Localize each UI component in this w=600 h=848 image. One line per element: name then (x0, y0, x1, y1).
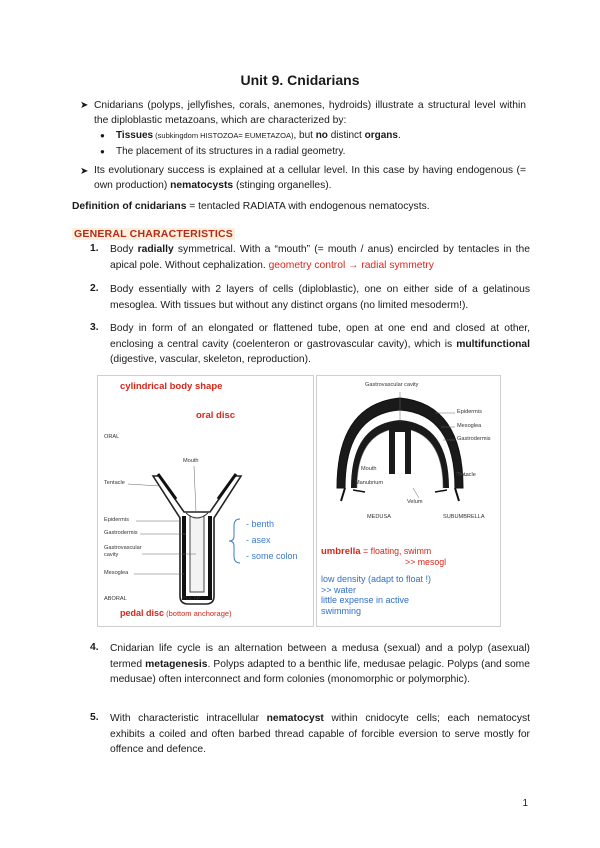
item-1-c: symmetrical. With a “mouth” (= mouth / anus) encircled by tentacles in the apical pole. Without cephalization. (110, 244, 530, 271)
polyp-figure (97, 375, 314, 627)
item-3-a: Body in form of an elongated or flattened tube, open at one end and closed at other, enclosing a central cavity (coelenteron or gastrovascular cavity), which is (110, 323, 530, 350)
note-benth: - benth (246, 519, 275, 529)
label-polyp: POLYP (182, 596, 201, 602)
bullet-2-post: (stinging organelles). (233, 179, 332, 191)
item-1-b: radially (137, 244, 174, 255)
pedal-disc-label (120, 608, 232, 618)
note-colon: - some colon (246, 551, 298, 561)
medusa-figure (316, 375, 501, 627)
item-5-a: With characteristic intracellular (110, 713, 267, 724)
note-asex: - asex (246, 535, 271, 545)
subbullet-1-small: (subkingdom HISTOZOA= EUMETAZOA) (153, 131, 294, 140)
item-4-b: metagenesis (145, 658, 208, 670)
item-3-c: (digestive, vascular, skeleton, reproduction). (110, 354, 311, 366)
medusa-velum-left (353, 490, 365, 492)
label-tentacle: Tentacle (455, 472, 476, 478)
item-3 (110, 321, 530, 368)
item-5 (110, 711, 530, 758)
note-little-expense: little expense in active (321, 595, 410, 605)
label-aboral: ABORAL (104, 596, 127, 602)
subbullet-1-bold-organs: organs (364, 130, 398, 141)
item-1-red: geometry control → radial symmetry (268, 259, 434, 271)
bullet-2-text: Its evolutionary success is explained at a cellular level. In this case by having endogenous (= own production) (94, 165, 526, 191)
bullet-dot-icon: ● (100, 147, 105, 156)
subbullet-1-end: . (397, 130, 401, 141)
label-mesoglea: Mesoglea (457, 423, 482, 429)
label-gastrodermis: Gastrodermis (457, 436, 491, 442)
page-number: 1 (522, 798, 528, 809)
umbrella-note (321, 546, 431, 557)
bullet-2-bold: nematocysts (170, 179, 234, 191)
label-gastrovascular: Gastrovascular (104, 545, 142, 551)
item-5-number: 5. (90, 712, 99, 723)
item-5-c: within cnidocyte cells; each nematocyst exhibits a coiled and often barbed thread capable of forcible eversion to serve mostly for offence and defence. (110, 713, 530, 756)
page-title: Unit 9. Cnidarians (240, 72, 360, 88)
label-mouth: Mouth (361, 466, 377, 472)
item-1 (110, 242, 530, 273)
label-mesoglea: Mesoglea (104, 570, 129, 576)
polyp-notes (246, 516, 298, 564)
mouth-leader-line (194, 466, 196, 512)
subbullet-1-mid2: distinct (327, 130, 365, 141)
medusa-velum-right (435, 490, 447, 492)
definition-text: = tentacled RADIATA with endogenous nematocysts. (186, 201, 430, 212)
pedal-disc-rest: (bottom anchorage) (164, 609, 232, 618)
subbullet-1-bold: Tissues (116, 130, 154, 141)
label-medusa: MEDUSA (367, 514, 391, 520)
subbullet-1 (116, 129, 401, 143)
label-epidermis: Epidermis (457, 409, 482, 415)
definition (72, 200, 532, 214)
medusa-tentacle-left (341, 488, 345, 501)
label-tentacle: Tentacle (104, 480, 125, 486)
label-mouth: Mouth (183, 458, 199, 464)
general-characteristics-heading: GENERAL CHARACTERISTICS (74, 228, 233, 240)
medusa-notes (321, 574, 431, 616)
item-3-b: multifunctional (456, 338, 530, 350)
item-3-number: 3. (90, 322, 99, 333)
bullet-2 (94, 164, 526, 193)
item-4 (110, 641, 530, 688)
label-oral: ORAL (104, 434, 120, 440)
label-manubrium: Manubrium (355, 480, 383, 486)
label-velum: Velum (407, 499, 423, 505)
arrow-bullet-icon: ➤ (80, 166, 89, 177)
umbrella-bold: umbrella (321, 546, 361, 557)
subbullet-2: The placement of its structures in a radial geometry. (116, 146, 346, 157)
velum-leader-line (413, 488, 419, 498)
note-swimming: swimming (321, 605, 362, 616)
item-5-b: nematocyst (266, 713, 324, 724)
bullet-1-text: Cnidarians (polyps, jellyfishes, corals, anemones, hydroids) illustrate a structural level within the diploblastic metazoans, which are characterized by: (94, 100, 526, 126)
label-gastrovascular-cavity: Gastrovascular cavity (365, 382, 419, 388)
oral-disc-label: oral disc (196, 410, 236, 421)
medusa-diagram (317, 376, 500, 536)
umbrella-rest: = floating, swimm (360, 546, 432, 556)
label-subumbrella: SUBUMBRELLA (443, 514, 485, 520)
item-4-c: . Polyps adapted to a benthic life, medusae pelagic. Polyps (and some medusae) often interconnect and form colonies (monomorphic or polymorphic). (110, 658, 530, 686)
label-gastrodermis: Gastrodermis (104, 530, 138, 536)
note-low-density: low density (adapt to float !) (321, 574, 432, 584)
item-1-a: Body (110, 244, 138, 255)
tentacle-leader-line (128, 484, 160, 486)
label-epidermis: Epidermis (104, 517, 129, 523)
arrow-bullet-icon: ➤ (80, 100, 89, 111)
umbrella-sub: >> mesogl (405, 557, 447, 567)
definition-term: Definition of cnidarians (72, 201, 187, 212)
item-4-a: Cnidarian life cycle is an alternation between a medusa (sexual) and a polyp (asexual) termed (110, 643, 530, 670)
item-1-number: 1. (90, 243, 99, 254)
subbullet-1-mid: , but (293, 130, 316, 141)
item-2: Body essentially with 2 layers of cells (diploblastic), one on either side of a gelatinous mesoglea. With tissues but without any distinct organs (no limited mesoderm!). (110, 284, 530, 311)
medusa-manubrium (389, 426, 411, 474)
note-brace (229, 519, 240, 563)
subbullet-1-bold-no: no (315, 130, 328, 141)
label-cavity: cavity (104, 552, 119, 558)
polyp-figure-title: cylindrical body shape (120, 381, 223, 392)
bullet-1 (94, 99, 526, 128)
polyp-diagram (98, 376, 313, 626)
item-2-number: 2. (90, 283, 99, 294)
pedal-disc-bold: pedal disc (120, 608, 165, 618)
item-4-number: 4. (90, 642, 99, 653)
medusa-tentacle-right (455, 488, 459, 501)
note-water: >> water (321, 584, 357, 595)
bullet-dot-icon: ● (100, 131, 105, 140)
